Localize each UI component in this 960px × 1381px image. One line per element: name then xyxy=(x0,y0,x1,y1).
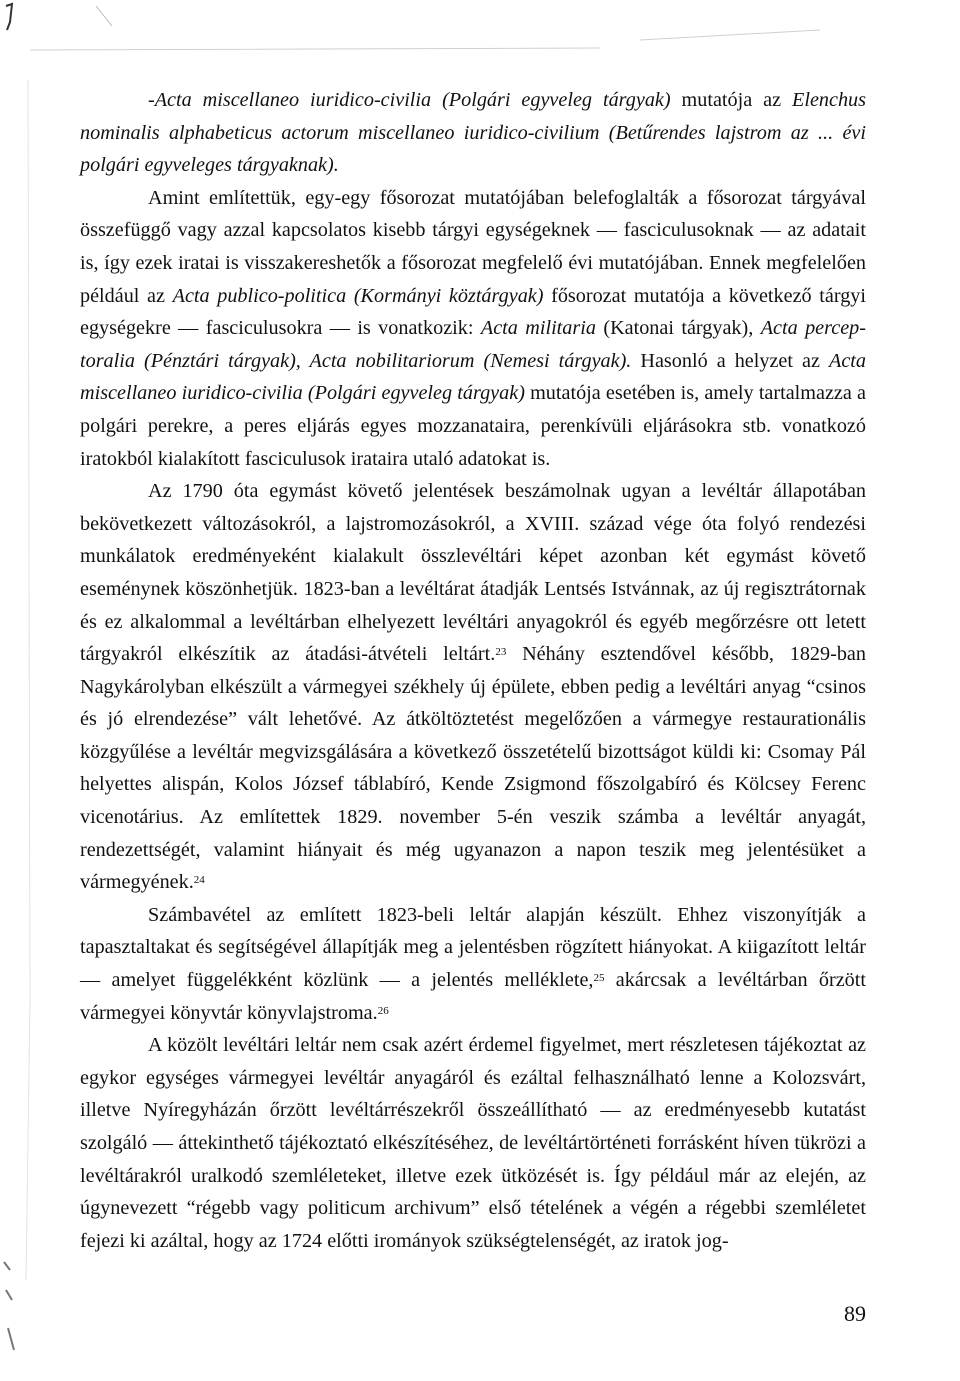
scan-smudge xyxy=(96,6,112,26)
page-number: 89 xyxy=(844,1301,866,1326)
footnote-ref: 26 xyxy=(377,1004,389,1017)
text-segment: Az 1790 óta egymást követő jelentések beszámolnak ugyan a levéltár állapotában bekövetkezett változásokról, a lajstromozásokról, a XVIII. század vége óta folyó rendezési munkálatok eredményeként kialakult összlevéltári képet azonban két egymást követő eseménynek köszönhetjük. 1823-ban a levéltárat átadják Lentsés Istvánnak, az új regisztrátornak és ez alkalommal a levéltárban elhelyezett levéltári anyagokról és egyéb megőrzésre ott letett tárgyakról elkészítik az átadási-átvételi leltárt. xyxy=(80,480,866,666)
italic-text-segment: -Acta miscellaneo iuridico-civilia (Polgári egyveleg tárgyak) xyxy=(148,89,671,111)
text-segment: mutatója esetében is, amely tartalmazza a polgári perekre, a peres eljárás egyes mozzanataira, perenkívüli eljárásokra stb. vonatkozó iratokból kialakított fasciculusok irataira utaló adatokat is. xyxy=(80,382,866,470)
italic-text-segment: Elenchus nominalis alphabeticus actorum miscellaneo iuridico-civilium (Betűrendes lajstrom az ... évi polgári egyveleges tárgyaknak). xyxy=(80,89,866,177)
italic-text-segment: Acta militaria xyxy=(480,317,596,340)
paragraph xyxy=(80,475,866,899)
scan-edge-mark xyxy=(6,4,12,30)
text-segment: Néhány esztendővel később, 1829-ban Nagykárolyban elkészült a vármegyei székhely új épülete, ebben pedig a levéltári anyag “csinos és jó elrendezése” vált lehetővé. Az átköltöztetést megelőzően a vármegye restaurationális közgyűlése a levéltár megvizsgálására a következő összetételű bizottságot küldi ki: Csomay Pál helyettes alispán, Kolos József táblabíró, Kende Zsigmond főszolgabíró és Kölcsey Ferenc vicenotárius. Az említettek 1829. november 5-én veszik számba a levéltár anyagát, rendezettségét, valamint hiányait és még ugyanazon a napon teszik meg jelentésüket a vármegyének. xyxy=(80,643,866,894)
text-segment: Amint említettük, egy-egy fősorozat mutatójában belefoglalták a fősorozat tárgyával összefüggő vagy azzal kapcsolatos kisebb tárgyi egységeknek — fasciculusoknak — az adatait is, így ezek iratai is visszakereshetők a fősorozat megfelelő évi mutatójában. Ennek megfelelően például az xyxy=(80,186,866,307)
text-segment: A közölt levéltári leltár nem csak azért érdemel figyelmet, mert részletesen tájékoztat az egykor egységes vármegyei levéltár anyagáról és ezáltal felhasználható lenne a Kolozsvárt, illetve Nyíregyházán őrzött levéltárrészekről összeállítható — az eredményesebb kutatást szolgáló — áttekinthető tájékoztató elkészítéséhez, de levéltártörténeti forrásként híven tükrözi a levéltárakról uralkodó szemléleteket, illetve ezek ütközését is. Így például már az elején, az úgynevezett “régebb vagy politicum archivum” első tételének a végén a régebbi szemléletet fejezi ki azáltal, hogy az 1724 előtti irományok szükségtelenségét, az iratok jog- xyxy=(80,1034,866,1252)
scan-left-marks xyxy=(4,1262,14,1350)
document-body xyxy=(80,84,866,1257)
text-segment: mutatója az xyxy=(670,89,792,111)
scan-left-gutter-line xyxy=(26,80,30,1280)
paragraph xyxy=(80,899,866,1029)
text-segment: Számbavétel az említett 1823-beli leltár alapján készült. Ehhez viszonyítják a tapasztaltakat és segítségével állapítják meg a jelentésben rögzített hiányokat. A kiigazított leltár — amelyet függelékként közlünk — a jelentés melléklete, xyxy=(80,903,866,992)
paragraph xyxy=(80,182,866,475)
italic-text-segment: Acta miscellaneo iuridico-civilia (Polgári egyveleg tárgyak) xyxy=(80,349,866,405)
text-segment: akárcsak a levéltárban őrzött vármegyei könyvtár könyvlajstroma. xyxy=(80,969,866,1024)
text-segment: fősorozat mutatója a következő tárgyi egységekre — fasciculusokra — is vonatkozik: xyxy=(80,284,867,340)
paragraph xyxy=(80,84,866,182)
text-segment: Hasonló a helyzet az xyxy=(631,349,829,372)
footnote-ref: 24 xyxy=(193,874,205,887)
italic-text-segment: Acta publico-politica (Kormányi köztárgyak) xyxy=(172,284,544,307)
scan-top-line xyxy=(30,30,820,50)
text-segment: (Katonai tárgyak), xyxy=(595,317,761,340)
footnote-ref: 25 xyxy=(593,972,605,985)
footnote-ref: 23 xyxy=(495,646,507,659)
paragraph xyxy=(80,1029,866,1257)
italic-text-segment: Acta perceptoralia (Pénztári tárgyak), Acta nobilitariorum (Nemesi tárgyak). xyxy=(80,317,866,372)
